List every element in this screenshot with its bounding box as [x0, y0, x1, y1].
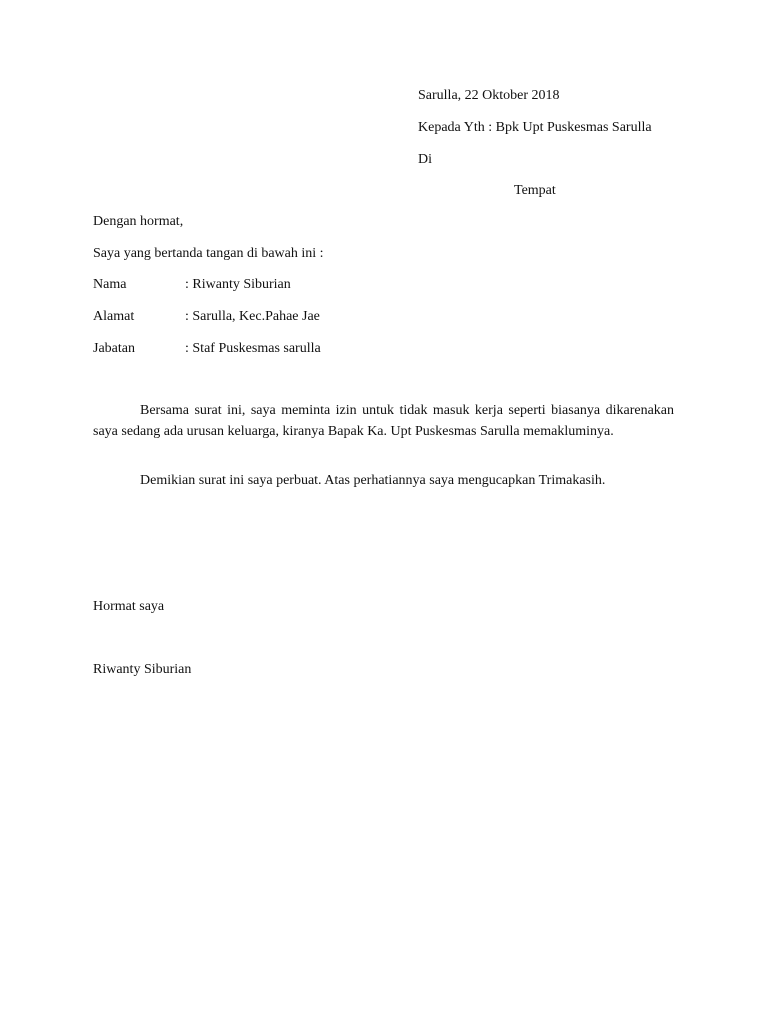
field-value-jabatan: : Staf Puskesmas sarulla: [185, 341, 321, 356]
closing-paragraph: Demikian surat ini saya perbuat. Atas perhatiannya saya mengucapkan Trimakasih.: [140, 473, 606, 488]
tempat-line: Tempat: [514, 183, 556, 198]
place-date: Sarulla, 22 Oktober 2018: [418, 88, 560, 103]
body-paragraph: Bersama surat ini, saya meminta izin untuk tidak masuk kerja seperti biasanya dikarenakan saya sedang ada urusan keluarga, kiranya Bapak Ka. Upt Puskesmas Sarulla memakluminya.: [93, 403, 674, 439]
salutation: Dengan hormat,: [93, 214, 184, 229]
field-value-alamat: : Sarulla, Kec.Pahae Jae: [185, 309, 320, 324]
intro-line: Saya yang bertanda tangan di bawah ini :: [93, 246, 324, 261]
signer-name: Riwanty Siburian: [93, 662, 192, 677]
field-label-jabatan: Jabatan: [93, 341, 135, 356]
field-label-nama: Nama: [93, 277, 127, 292]
recipient-line: Kepada Yth : Bpk Upt Puskesmas Sarulla: [418, 120, 652, 135]
field-value-nama: : Riwanty Siburian: [185, 277, 291, 292]
di-line: Di: [418, 152, 432, 167]
regards-line: Hormat saya: [93, 599, 165, 614]
field-label-alamat: Alamat: [93, 309, 135, 324]
